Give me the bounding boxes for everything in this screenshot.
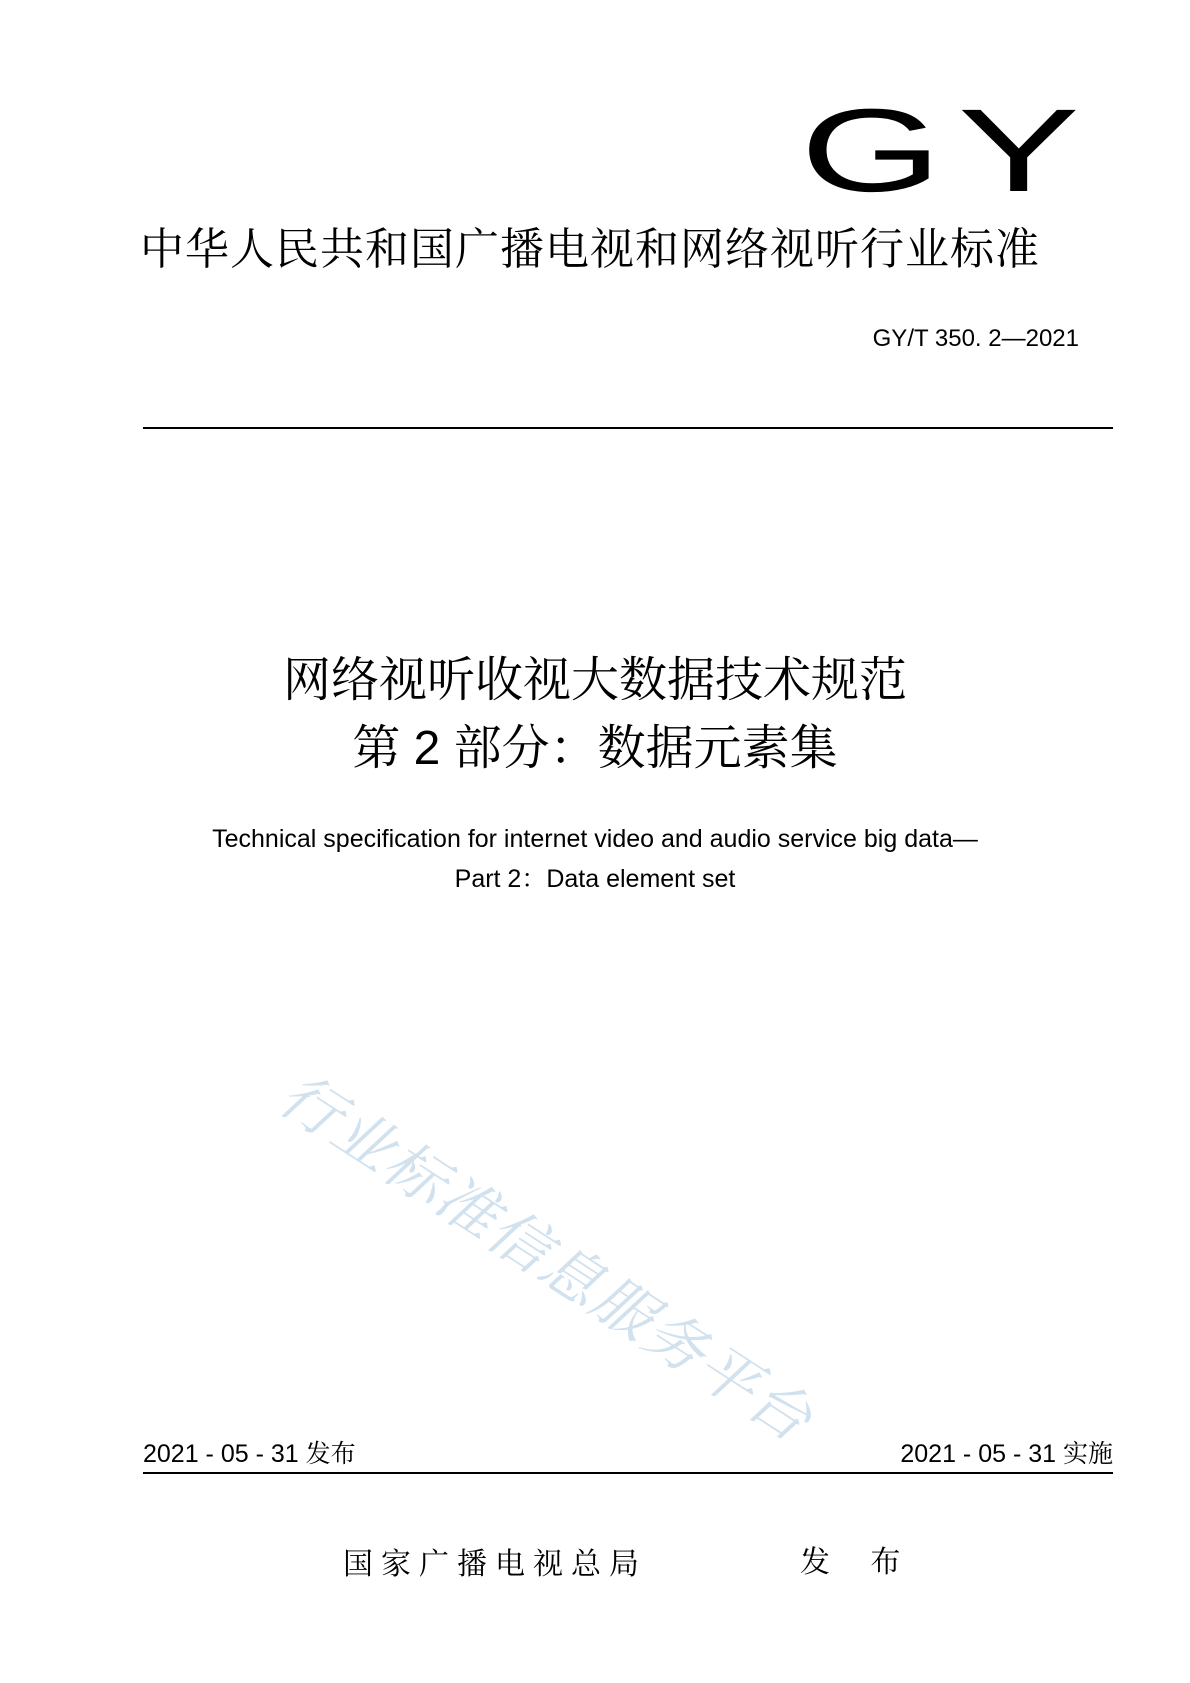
title-english-line1: Technical specification for internet video and audio service big data— xyxy=(212,825,978,853)
watermark: 行业标准信息服务平台 xyxy=(267,1060,825,1455)
title-english-line2: Part 2：Data element set xyxy=(454,865,736,893)
bottom-divider xyxy=(143,1472,1113,1474)
gy-logo: GY xyxy=(800,85,1096,217)
standard-code: GY/T 350. 2—2021 xyxy=(872,325,1079,352)
issuing-authority: 国家广播电视总局 xyxy=(343,1548,647,1581)
industry-standard-title: 中华人民共和国广播电视和网络视听行业标准 xyxy=(140,225,1040,274)
implementation-date: 2021 - 05 - 31 实施 xyxy=(900,1440,1113,1468)
publish-label: 发 布 xyxy=(800,1546,917,1579)
title-chinese-line2: 第 2 部分：数据元素集 xyxy=(352,722,838,775)
issue-date: 2021 - 05 - 31 发布 xyxy=(143,1440,356,1468)
title-chinese-line1: 网络视听收视大数据技术规范 xyxy=(282,654,907,707)
top-divider xyxy=(143,427,1113,429)
